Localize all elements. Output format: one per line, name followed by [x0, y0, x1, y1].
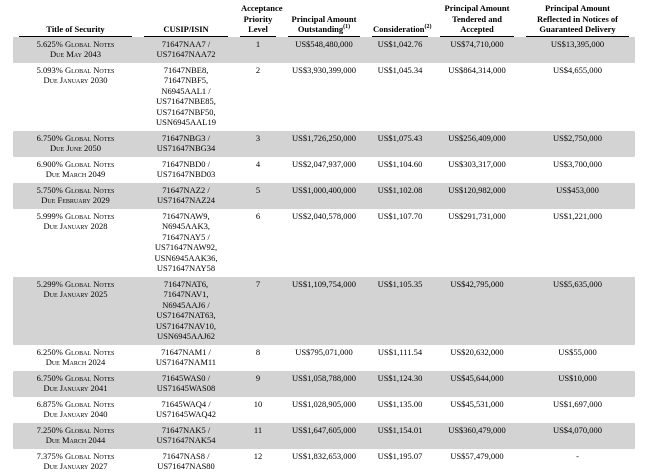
cell-tendered: US$256,409,000: [448, 132, 506, 143]
table-row: [13, 345, 635, 371]
column-header-text: Principal Amount Outstanding: [291, 13, 357, 34]
cell-level: 2: [255, 64, 261, 75]
cell-guaranteed: US$453,000: [556, 184, 599, 195]
cell-guaranteed: US$55,000: [558, 346, 597, 357]
cell-level: 3: [255, 132, 261, 143]
table-header: [13, 3, 635, 37]
cell-consideration: US$1,102.08: [377, 184, 423, 195]
table-row: [13, 157, 635, 183]
cell-consideration: US$1,075.43: [377, 132, 423, 143]
table-row: [13, 449, 635, 475]
cell-guaranteed: US$1,697,000: [552, 398, 603, 409]
cell-cusip: 71645WAS0 / US71645WAS08: [156, 372, 216, 393]
cell-guaranteed: US$5,635,000: [552, 278, 603, 289]
cell-outstanding: US$1,832,653,000: [292, 450, 356, 461]
cell-tendered: US$45,531,000: [450, 398, 504, 409]
column-header-label: [440, 3, 514, 37]
cell-outstanding: US$3,930,399,000: [292, 64, 356, 75]
cell-cusip: 71647NAA7 / US71647NAA72: [156, 38, 216, 59]
footnote-marker: (2): [424, 24, 432, 31]
column-header-text: Principal Amount Tendered and Accepted: [444, 3, 510, 34]
cell-guaranteed: US$4,655,000: [552, 64, 603, 75]
cell-level: 4: [255, 158, 261, 169]
cell-tendered: US$120,982,000: [448, 184, 506, 195]
header-row: [13, 3, 635, 37]
column-header-consideration: [366, 3, 434, 37]
cell-cusip: 71647NAZ2 / US71647NAZ24: [156, 184, 216, 205]
cell-outstanding: US$2,047,937,000: [292, 158, 356, 169]
table-row: [13, 209, 635, 277]
cell-outstanding: US$1,647,605,000: [292, 424, 356, 435]
cell-guaranteed: US$10,000: [558, 372, 597, 383]
cell-outstanding: US$795,071,000: [295, 346, 353, 357]
cell-level: 8: [255, 346, 261, 357]
column-header-cusip-isin: [138, 3, 234, 37]
column-header-label: [240, 3, 283, 37]
cell-tendered: US$57,479,000: [450, 450, 504, 461]
cell-outstanding: US$2,040,578,000: [292, 210, 356, 221]
cell-level: 1: [255, 38, 261, 49]
cell-consideration: US$1,195.07: [377, 450, 423, 461]
table-row: [13, 397, 635, 423]
cell-guaranteed: -: [576, 450, 579, 461]
column-header-label: [288, 14, 360, 37]
cell-title: 6.900% Global Notes Due March 2049: [36, 158, 115, 179]
cell-title: 7.250% Global Notes Due March 2044: [36, 424, 115, 445]
footnote-marker: (1): [343, 24, 351, 31]
table-row: [13, 37, 635, 63]
cell-outstanding: US$1,000,400,000: [292, 184, 356, 195]
cell-consideration: US$1,124.30: [377, 372, 423, 383]
cell-title: 7.375% Global Notes Due January 2027: [36, 450, 115, 471]
column-header-label: [372, 24, 432, 37]
column-header-label: [144, 24, 228, 37]
cell-level: 11: [253, 424, 263, 435]
cell-outstanding: US$1,028,905,000: [292, 398, 356, 409]
table-row: [13, 277, 635, 345]
cell-cusip: 71645WAQ4 / US71645WAQ42: [156, 398, 216, 419]
cell-title: 6.750% Global Notes Due January 2041: [36, 372, 115, 393]
cell-tendered: US$360,479,000: [448, 424, 506, 435]
cell-tendered: US$42,795,000: [450, 278, 504, 289]
cell-tendered: US$303,317,000: [448, 158, 506, 169]
cell-outstanding: US$1,058,788,000: [292, 372, 356, 383]
cell-guaranteed: US$13,395,000: [550, 38, 605, 49]
column-header-text: Title of Security: [46, 24, 105, 34]
cell-title: 5.299% Global Notes Due January 2025: [36, 278, 115, 299]
column-header-text: Principal Amount Reflected in Notices of Guaranteed Delivery: [537, 3, 618, 34]
cell-tendered: US$20,632,000: [450, 346, 504, 357]
cell-guaranteed: US$3,700,000: [552, 158, 603, 169]
column-header-guaranteed-delivery: [520, 3, 635, 37]
cell-title: 5.750% Global Notes Due February 2029: [36, 184, 115, 205]
table-row: [13, 63, 635, 131]
table-body: [13, 37, 635, 475]
cell-consideration: US$1,107.70: [377, 210, 423, 221]
cell-outstanding: US$548,480,000: [295, 38, 353, 49]
securities-table: [13, 3, 635, 475]
column-header-text: Acceptance Priority Level: [241, 3, 283, 34]
cell-cusip: 71647NBG3 / US71647NBG34: [156, 132, 216, 153]
cell-consideration: US$1,135.00: [377, 398, 423, 409]
cell-level: 10: [253, 398, 263, 409]
table-row: [13, 371, 635, 397]
column-header-text: CUSIP/ISIN: [163, 24, 209, 34]
cell-guaranteed: US$4,070,000: [552, 424, 603, 435]
cell-level: 6: [255, 210, 261, 221]
cell-level: 7: [255, 278, 261, 289]
column-header-text: Consideration: [373, 24, 425, 34]
cell-cusip: 71647NAS8 / US71647NAS80: [157, 450, 215, 471]
column-header-principal-amount-tendered-and-accepted: [434, 3, 520, 37]
cell-consideration: US$1,154.01: [377, 424, 423, 435]
cell-cusip: 71647NAM1 / US71647NAM11: [155, 346, 217, 367]
cell-cusip: 71647NAK5 / US71647NAK54: [156, 424, 216, 445]
cell-guaranteed: US$1,221,000: [552, 210, 603, 221]
cell-cusip: 71647NBD0 / US71647NBD03: [156, 158, 216, 179]
cell-consideration: US$1,104.60: [377, 158, 423, 169]
cell-cusip: 71647NAT6, 71647NAV1, N6945AAJ6 / US71647NAT63, US71647NAV10, USN6945AAJ62: [155, 278, 217, 341]
column-header-principal-amount-outstanding: [282, 3, 366, 37]
column-header-acceptance-priority-level: [234, 3, 282, 37]
cell-consideration: US$1,045.34: [377, 64, 423, 75]
cell-title: 6.875% Global Notes Due January 2040: [36, 398, 115, 419]
cell-outstanding: US$1,726,250,000: [292, 132, 356, 143]
cell-title: 5.625% Global Notes Due May 2043: [36, 38, 115, 59]
cell-guaranteed: US$2,750,000: [552, 132, 603, 143]
cell-title: 5.093% Global Notes Due January 2030: [36, 64, 115, 85]
cell-cusip: 71647NAW9, N6945AAK3, 71647NAY5 / US71647NAW92, USN6945AAK36, US71647NAY58: [154, 210, 218, 273]
cell-level: 9: [255, 372, 261, 383]
table-row: [13, 131, 635, 157]
cell-consideration: US$1,111.54: [377, 346, 423, 357]
cell-consideration: US$1,105.35: [377, 278, 423, 289]
column-header-title-of-security: [13, 3, 138, 37]
cell-consideration: US$1,042.76: [377, 38, 423, 49]
cell-title: 5.999% Global Notes Due January 2028: [36, 210, 115, 231]
cell-tendered: US$45,644,000: [450, 372, 504, 383]
cell-tendered: US$291,731,000: [448, 210, 506, 221]
column-header-label: [526, 3, 629, 37]
table-row: [13, 423, 635, 449]
cell-level: 12: [253, 450, 263, 461]
cell-title: 6.750% Global Notes Due June 2050: [36, 132, 115, 153]
table-row: [13, 183, 635, 209]
cell-cusip: 71647NBE8, 71647NBF5, N6945AAL1 / US71647NBE85, US71647NBF50, USN6945AAL19: [156, 64, 216, 127]
column-header-label: [19, 24, 132, 37]
cell-level: 5: [255, 184, 261, 195]
cell-tendered: US$864,314,000: [448, 64, 506, 75]
cell-tendered: US$74,710,000: [450, 38, 504, 49]
cell-outstanding: US$1,109,754,000: [292, 278, 356, 289]
cell-title: 6.250% Global Notes Due March 2024: [36, 346, 115, 367]
